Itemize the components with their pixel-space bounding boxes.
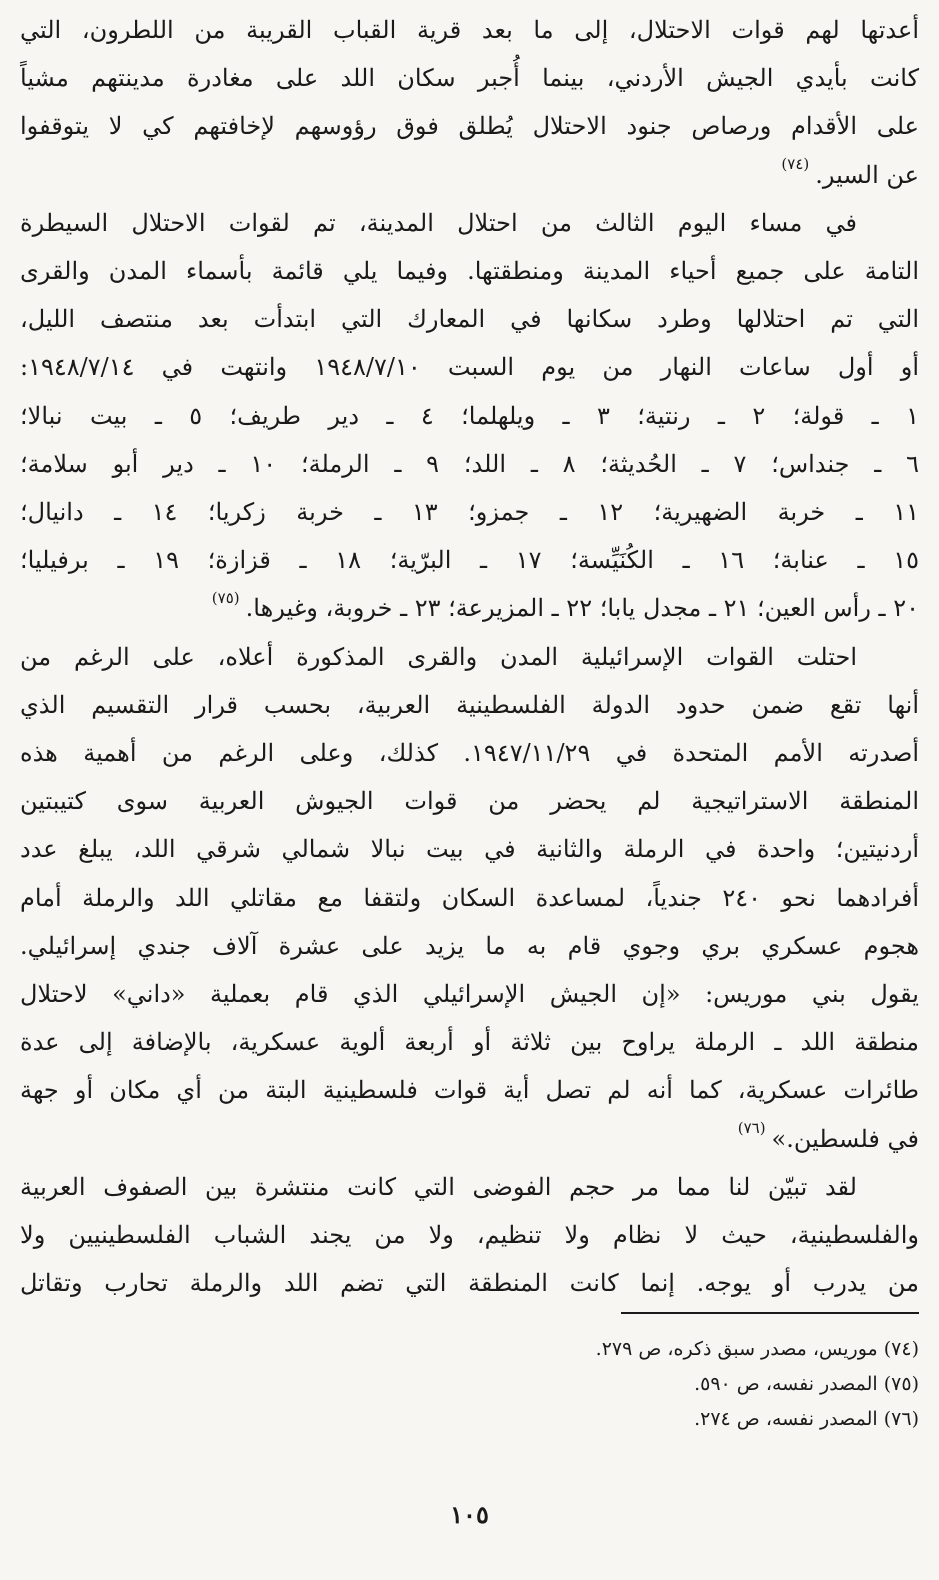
footnote-divider bbox=[621, 1312, 919, 1314]
text-line: منطقة اللد ـ الرملة يراوح بين ثلاثة أو أربعة ألوية عسكرية، بالإضافة إلى عدة bbox=[20, 1028, 919, 1057]
footnote-ref-76[interactable]: (٧٦) bbox=[737, 1119, 766, 1138]
main-text bbox=[20, 6, 919, 1307]
list-row: ١ ـ قولة؛ ٢ ـ رنتية؛ ٣ ـ ويلهلما؛ ٤ ـ دير طريف؛ ٥ ـ بيت نبالا؛ bbox=[20, 401, 919, 430]
text-line: أنها تقع ضمن حدود الدولة الفلسطينية العربية، بحسب قرار التقسيم الذي bbox=[20, 690, 919, 719]
paragraph-1 bbox=[20, 6, 919, 199]
footnote-75: (٧٥) المصدر نفسه، ص ٥٩٠. bbox=[694, 1373, 919, 1395]
text-line bbox=[20, 151, 919, 199]
text-line: يقول بني موريس: «إن الجيش الإسرائيلي الذي قام بعملية «داني» لاحتلال bbox=[20, 980, 919, 1009]
text-line: كانت بأيدي الجيش الأردني، بينما أُجبر سكان اللد على مغادرة مدينتهم مشياً bbox=[20, 64, 919, 93]
text-fragment: عن السير. bbox=[815, 160, 919, 189]
text-line: من يدرب أو يوجه. إنما كانت المنطقة التي تضم اللد والرملة تحارب وتقاتل bbox=[20, 1269, 919, 1298]
paragraph-3 bbox=[20, 633, 919, 1163]
text-fragment: ٢٠ ـ رأس العين؛ ٢١ ـ مجدل يابا؛ ٢٢ ـ المزيرعة؛ ٢٣ ـ خروبة، وغيرها. bbox=[245, 594, 919, 623]
text-line: المنطقة الاستراتيجية لم يحضر من قوات الجيوش العربية سوى كتيبتين bbox=[20, 787, 920, 816]
text-line: والفلسطينية، حيث لا نظام ولا تنظيم، ولا من يجند الشباب الفلسطينيين ولا bbox=[20, 1221, 919, 1250]
text-line: التامة على جميع أحياء المدينة ومنطقتها. وفيما يلي قائمة بأسماء المدن والقرى bbox=[20, 257, 919, 286]
footnotes bbox=[20, 1332, 919, 1437]
town-list bbox=[20, 392, 919, 633]
text-line bbox=[20, 1115, 919, 1163]
text-line: هجوم عسكري بري وجوي قام به ما يزيد على عشرة آلاف جندي إسرائيلي. bbox=[20, 931, 919, 960]
footnote-74: (٧٤) موريس، مصدر سبق ذكره، ص ٢٧٩. bbox=[595, 1338, 919, 1360]
list-row: ١٥ ـ عنابة؛ ١٦ ـ الكُنَيِّسة؛ ١٧ ـ البرّية؛ ١٨ ـ قزازة؛ ١٩ ـ برفيليا؛ bbox=[20, 546, 920, 575]
list-row: ٦ ـ جنداس؛ ٧ ـ الحُديثة؛ ٨ ـ اللد؛ ٩ ـ الرملة؛ ١٠ ـ دير أبو سلامة؛ bbox=[20, 449, 920, 478]
text-line: أصدرته الأمم المتحدة في ١٩٤٧/١١/٢٩. كذلك، وعلى الرغم من أهمية هذه bbox=[20, 739, 920, 768]
footnote-ref-74[interactable]: (٧٤) bbox=[781, 155, 810, 174]
text-line: لقد تبيّن لنا مما مر حجم الفوضى التي كانت منتشرة بين الصفوف العربية bbox=[20, 1172, 857, 1201]
text-line: أفرادهما نحو ٢٤٠ جندياً، لمساعدة السكان ولتقفا مع مقاتلي اللد والرملة أمام bbox=[20, 883, 920, 912]
text-line: التي تم احتلالها وطرد سكانها في المعارك التي ابتدأت بعد منتصف الليل، bbox=[20, 305, 919, 334]
footnote-76: (٧٦) المصدر نفسه، ص ٢٧٤. bbox=[694, 1408, 919, 1430]
list-row: ١١ ـ خربة الضهيرية؛ ١٢ ـ جمزو؛ ١٣ ـ خربة زكريا؛ ١٤ ـ دانيال؛ bbox=[20, 498, 920, 527]
text-line: طائرات عسكرية، كما أنه لم تصل أية قوات فلسطينية البتة من أي مكان أو جهة bbox=[20, 1076, 919, 1105]
list-row bbox=[20, 584, 919, 632]
text-line: في مساء اليوم الثالث من احتلال المدينة، تم لقوات الاحتلال السيطرة bbox=[20, 208, 857, 237]
text-line: أردنيتين؛ واحدة في الرملة والثانية في بيت نبالا شمالي شرقي اللد، يبلغ عدد bbox=[20, 835, 919, 864]
text-line: أو أول ساعات النهار من يوم السبت ١٩٤٨/٧/١٠ وانتهت في ١٩٤٨/٧/١٤: bbox=[20, 353, 919, 382]
text-line: على الأقدام ورصاص جنود الاحتلال يُطلق فوق رؤوسهم لإخافتهم كي لا يتوقفوا bbox=[20, 112, 919, 141]
paragraph-4 bbox=[20, 1163, 919, 1308]
page-number: ١٠٥ bbox=[450, 1500, 489, 1529]
paragraph-2 bbox=[20, 199, 919, 392]
text-line: احتلت القوات الإسرائيلية المدن والقرى المذكورة أعلاه، على الرغم من bbox=[20, 642, 857, 671]
text-fragment: في فلسطين.» bbox=[771, 1124, 919, 1153]
footnote-ref-75[interactable]: (٧٥) bbox=[211, 588, 240, 607]
text-line: أعدتها لهم قوات الاحتلال، إلى ما بعد قرية القباب القريبة من اللطرون، التي bbox=[20, 16, 919, 44]
